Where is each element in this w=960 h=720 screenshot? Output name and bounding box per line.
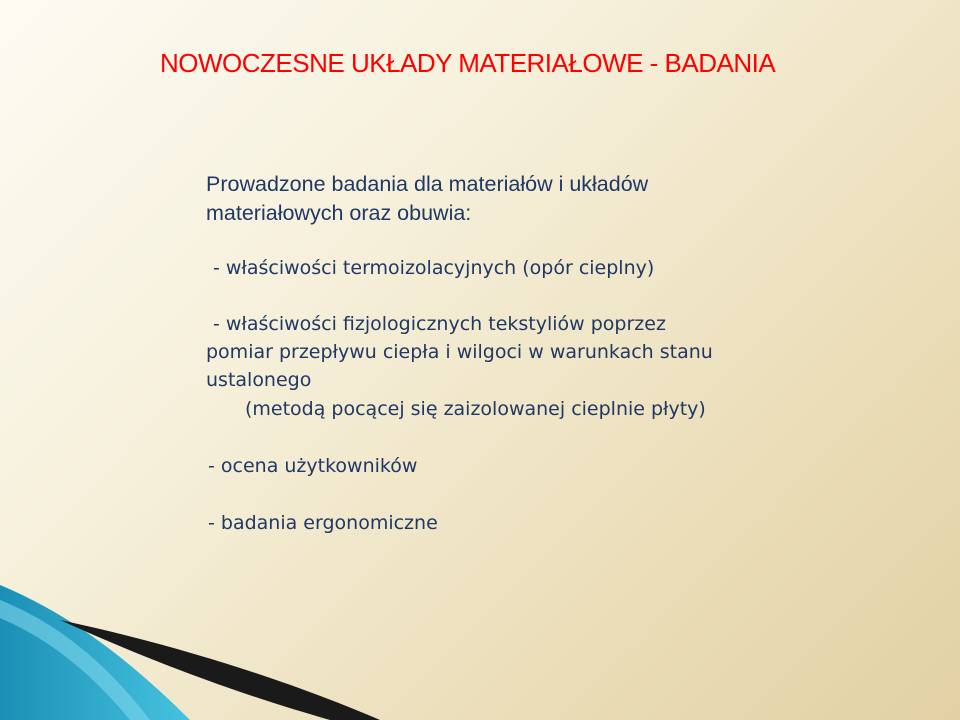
intro-line-2: materiałowych oraz obuwia: — [206, 201, 472, 225]
bullet-thermal-insulation: - właściwości termoizolacyjnych (opór cieplny) — [213, 257, 655, 279]
intro-text — [206, 170, 648, 228]
bullet-physiological-continuation-2: ustalonego — [206, 369, 312, 391]
teal-swoosh-highlight — [0, 600, 150, 720]
bullet-method-note: (metodą pocącej się zaizolowanej cieplnie płyty) — [245, 398, 706, 420]
dark-swoosh-shape — [60, 620, 380, 720]
teal-swoosh-shape — [0, 585, 190, 720]
bullet-physiological-properties: - właściwości fizjologicznych tekstyliów poprzez — [213, 313, 666, 335]
intro-line-1: Prowadzone badania dla materiałów i układów — [206, 172, 649, 196]
slide-title: NOWOCZESNE UKŁADY MATERIAŁOWE - BADANIA — [160, 48, 776, 78]
bullet-ergonomic-studies: - badania ergonomiczne — [208, 512, 438, 534]
bullet-physiological-continuation: pomiar przepływu ciepła i wilgoci w warunkach stanu — [206, 341, 713, 363]
bullet-user-evaluation: - ocena użytkowników — [208, 455, 418, 477]
